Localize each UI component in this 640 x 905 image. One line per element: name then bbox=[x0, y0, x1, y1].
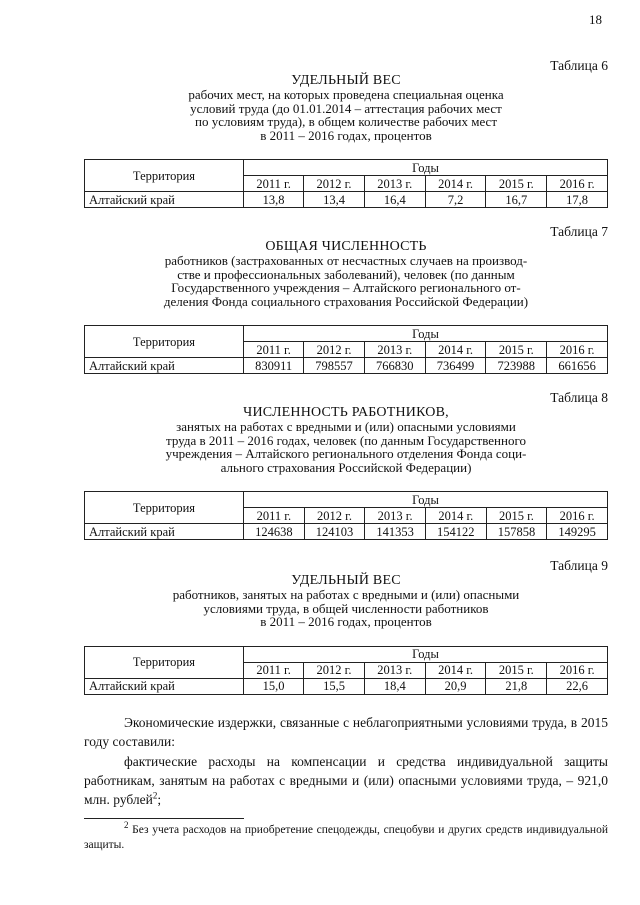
footnote-reference: 2 bbox=[152, 790, 158, 801]
year-cell: 2013 г. bbox=[365, 508, 426, 524]
value-cell: 13,8 bbox=[244, 192, 304, 208]
table-label: Таблица 6 bbox=[550, 58, 608, 73]
year-cell: 2011 г. bbox=[244, 662, 304, 678]
value-cell: 13,4 bbox=[304, 192, 365, 208]
row-name: Алтайский край bbox=[85, 192, 244, 208]
table-label: Таблица 9 bbox=[550, 558, 608, 573]
table-title: ОБЩАЯ ЧИСЛЕННОСТЬ bbox=[265, 239, 427, 254]
value-cell: 15,5 bbox=[304, 678, 365, 694]
table-block-6 bbox=[84, 58, 608, 208]
year-cell: 2015 г. bbox=[486, 342, 547, 358]
table-subtitle: условий труда (до 01.01.2014 – аттестация рабочих мест bbox=[190, 100, 502, 116]
footnote-divider bbox=[84, 818, 244, 819]
table-block-9 bbox=[84, 558, 608, 695]
body-paragraph-2 bbox=[84, 752, 608, 809]
value-cell: 830911 bbox=[244, 358, 304, 374]
year-cell: 2011 г. bbox=[244, 342, 304, 358]
year-cell: 2015 г. bbox=[486, 508, 547, 524]
table-row bbox=[85, 192, 608, 208]
table-block-8 bbox=[84, 390, 608, 540]
header-years: Годы bbox=[244, 492, 608, 508]
value-cell: 723988 bbox=[486, 358, 547, 374]
data-table bbox=[84, 491, 608, 540]
year-cell: 2016 г. bbox=[547, 176, 608, 192]
table-row bbox=[85, 524, 608, 540]
year-cell: 2012 г. bbox=[304, 508, 365, 524]
year-cell: 2011 г. bbox=[244, 176, 304, 192]
value-cell: 798557 bbox=[304, 358, 365, 374]
value-cell: 149295 bbox=[547, 524, 608, 540]
year-cell: 2013 г. bbox=[364, 342, 425, 358]
table-subtitle: стве и профессиональных заболеваний), человек (по данным bbox=[177, 266, 515, 282]
value-cell: 17,8 bbox=[547, 192, 608, 208]
footnote-mark: 2 bbox=[124, 820, 129, 831]
body-paragraph-1: Экономические издержки, связанные с неблагоприятными условиями труда, в 2015 году составили: bbox=[84, 715, 608, 749]
value-cell: 766830 bbox=[364, 358, 425, 374]
year-cell: 2012 г. bbox=[304, 176, 365, 192]
data-table bbox=[84, 159, 608, 208]
body-paragraph-2-tail: ; bbox=[157, 792, 162, 807]
table-row bbox=[85, 358, 608, 374]
table-subtitle: работников, занятых на работах с вредными и (или) опасными bbox=[172, 587, 520, 602]
value-cell: 18,4 bbox=[364, 678, 425, 694]
table-row bbox=[85, 678, 608, 694]
year-cell: 2015 г. bbox=[486, 662, 547, 678]
table-subtitle: учреждения – Алтайского регионального отделения Фонда соци- bbox=[165, 446, 527, 461]
header-territory: Территория bbox=[85, 646, 244, 678]
table-subtitle: в 2011 – 2016 годах, процентов bbox=[260, 614, 432, 629]
row-name: Алтайский край bbox=[85, 358, 244, 374]
table-block-7 bbox=[84, 224, 608, 374]
year-cell: 2014 г. bbox=[425, 176, 486, 192]
table-label: Таблица 7 bbox=[550, 224, 608, 239]
header-territory: Территория bbox=[85, 492, 244, 524]
table-subtitle: по условиям труда), в общем количестве рабочих мест bbox=[195, 114, 497, 129]
table-subtitle: рабочих мест, на которых проведена специальная оценка bbox=[188, 87, 504, 102]
year-cell: 2013 г. bbox=[364, 176, 425, 192]
header-territory: Территория bbox=[85, 160, 244, 192]
year-cell: 2016 г. bbox=[547, 508, 608, 524]
year-cell: 2014 г. bbox=[425, 342, 486, 358]
value-cell: 661656 bbox=[547, 358, 608, 374]
row-name: Алтайский край bbox=[85, 678, 244, 694]
value-cell: 16,4 bbox=[364, 192, 425, 208]
table-subtitle: деления Фонда социального страхования Российской Федерации) bbox=[163, 293, 529, 309]
value-cell: 15,0 bbox=[244, 678, 304, 694]
row-name: Алтайский край bbox=[85, 524, 244, 540]
table-title: УДЕЛЬНЫЙ ВЕС bbox=[291, 73, 401, 88]
header-years: Годы bbox=[244, 160, 608, 176]
value-cell: 157858 bbox=[486, 524, 547, 540]
year-cell: 2014 г. bbox=[425, 662, 486, 678]
value-cell: 141353 bbox=[365, 524, 426, 540]
header-years: Годы bbox=[244, 646, 608, 662]
table-subtitle: работников (застрахованных от несчастных случаев на производ- bbox=[164, 253, 528, 268]
year-cell: 2015 г. bbox=[486, 176, 547, 192]
value-cell: 21,8 bbox=[486, 678, 547, 694]
data-table bbox=[84, 646, 608, 695]
table-subtitle: занятых на работах с вредными и (или) опасными условиями bbox=[176, 419, 516, 434]
year-cell: 2012 г. bbox=[304, 342, 365, 358]
value-cell: 16,7 bbox=[486, 192, 547, 208]
value-cell: 736499 bbox=[425, 358, 486, 374]
value-cell: 124638 bbox=[244, 524, 305, 540]
table-subtitle: труда в 2011 – 2016 годах, человек (по данным Государственного bbox=[166, 432, 526, 448]
table-subtitle: ального страхования Российской Федерации) bbox=[220, 459, 472, 475]
value-cell: 7,2 bbox=[425, 192, 486, 208]
page-number: 18 bbox=[589, 12, 602, 27]
year-cell: 2016 г. bbox=[547, 662, 608, 678]
year-cell: 2014 г. bbox=[425, 508, 486, 524]
table-title: ЧИСЛЕННОСТЬ РАБОТНИКОВ, bbox=[243, 405, 449, 420]
year-cell: 2012 г. bbox=[304, 662, 365, 678]
table-subtitle: условиями труда, в общей численности работников bbox=[203, 600, 489, 616]
footnote bbox=[84, 820, 608, 853]
table-title: УДЕЛЬНЫЙ ВЕС bbox=[291, 573, 401, 588]
body-paragraph-2-text: фактические расходы на компенсации и средства индивидуальной защиты работникам, занятым на работах с вредными и (или) опасными условиями труда, – 921,0 млн. рублей bbox=[84, 754, 608, 807]
table-subtitle: Государственного учреждения – Алтайского регионального от- bbox=[171, 280, 521, 295]
year-cell: 2016 г. bbox=[547, 342, 608, 358]
header-years: Годы bbox=[244, 326, 608, 342]
year-cell: 2013 г. bbox=[364, 662, 425, 678]
table-label: Таблица 8 bbox=[550, 390, 608, 405]
year-cell: 2011 г. bbox=[244, 508, 305, 524]
value-cell: 154122 bbox=[425, 524, 486, 540]
value-cell: 22,6 bbox=[547, 678, 608, 694]
value-cell: 124103 bbox=[304, 524, 365, 540]
value-cell: 20,9 bbox=[425, 678, 486, 694]
footnote-text: Без учета расходов на приобретение спецодежды, спецобуви и других средств индивидуальной защиты. bbox=[84, 824, 608, 851]
data-table bbox=[84, 325, 608, 374]
header-territory: Территория bbox=[85, 326, 244, 358]
table-subtitle: в 2011 – 2016 годах, процентов bbox=[260, 127, 432, 143]
